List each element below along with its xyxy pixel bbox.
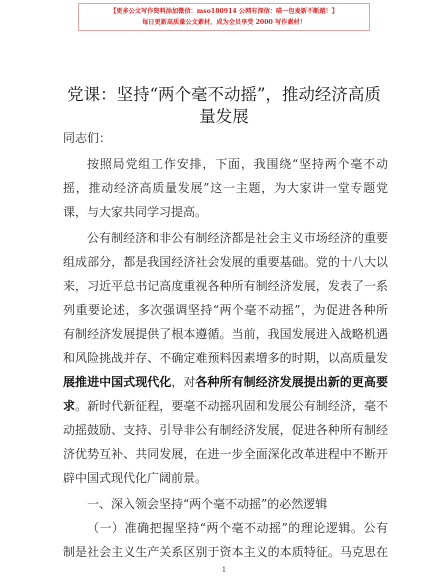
title-line-2: 量发展 <box>199 107 249 126</box>
body-line: 济优势互补、共同发展，在进一步全面深化改革进程中不断开 <box>63 447 388 461</box>
body-line: 和风险挑战并存、不确定难预料因素增多的时期，以高质量发 <box>63 351 388 365</box>
body-line-emphasis <box>63 374 388 390</box>
page-number: 1 <box>221 566 227 574</box>
title-line-1: 党课：坚持“两个毫不动摇”，推动经济高质 <box>67 85 381 104</box>
bold-phrase: 求 <box>63 399 76 413</box>
bold-phrase: 各种所有制经济发展提出新的更高要 <box>195 375 388 389</box>
body-line: 辟中国式现代化广阔前景。 <box>63 471 208 485</box>
subsection-line: （一）准确把握坚持“两个毫不动摇”的理论逻辑。公有 <box>87 521 388 535</box>
intro-line: 按照局党组工作安排，下面，我围绕“坚持两个毫不动 <box>87 157 388 171</box>
body-line: 公有制经济和非公有制经济都是社会主义市场经济的重要 <box>87 231 388 245</box>
intro-line: 课，与大家共同学习提高。 <box>63 205 208 219</box>
body-line: 来，习近平总书记高度重视各种所有制经济发展，发表了一系 <box>63 279 388 293</box>
section-heading: 一、深入领会坚持“两个毫不动摇”的必然逻辑 <box>87 497 328 511</box>
promo-banner-line-2: 每日更新高质量公文素材，成为会员享受 2000 写作素材！ <box>142 19 306 26</box>
body-text: ，对 <box>171 375 196 389</box>
body-line-emphasis <box>63 398 388 414</box>
body-line: 组成部分，都是我国经济社会发展的重要基础。党的十八大以 <box>63 255 388 269</box>
body-line: 制是社会主义生产关系区别于资本主义的本质特征。马克思在 <box>63 545 388 559</box>
body-line: 有制经济发展提供了根本遵循。当前，我国发展进入战略机遇 <box>63 327 388 341</box>
body-line: 列重要论述，多次强调坚持“两个毫不动摇”，为促进各种所 <box>63 303 388 317</box>
bold-phrase: 展推进中国式现代化 <box>63 375 172 389</box>
promo-banner-line-1: 【更多公文写作资料添加微信：mso180914 公网有深信：喵一包麦新不断越！】 <box>110 8 338 15</box>
body-text: 。新时代新征程，要毫不动摇巩固和发展公有制经济，毫不 <box>75 399 388 413</box>
body-line: 动摇鼓励、支持、引导非公有制经济发展，促进各种所有制经 <box>63 423 388 437</box>
intro-line: 摇，推动经济高质量发展”这一主题，为大家讲一堂专题党 <box>63 181 388 195</box>
document-title <box>40 84 408 128</box>
salutation: 同志们： <box>63 131 112 145</box>
promo-banner <box>78 3 370 31</box>
